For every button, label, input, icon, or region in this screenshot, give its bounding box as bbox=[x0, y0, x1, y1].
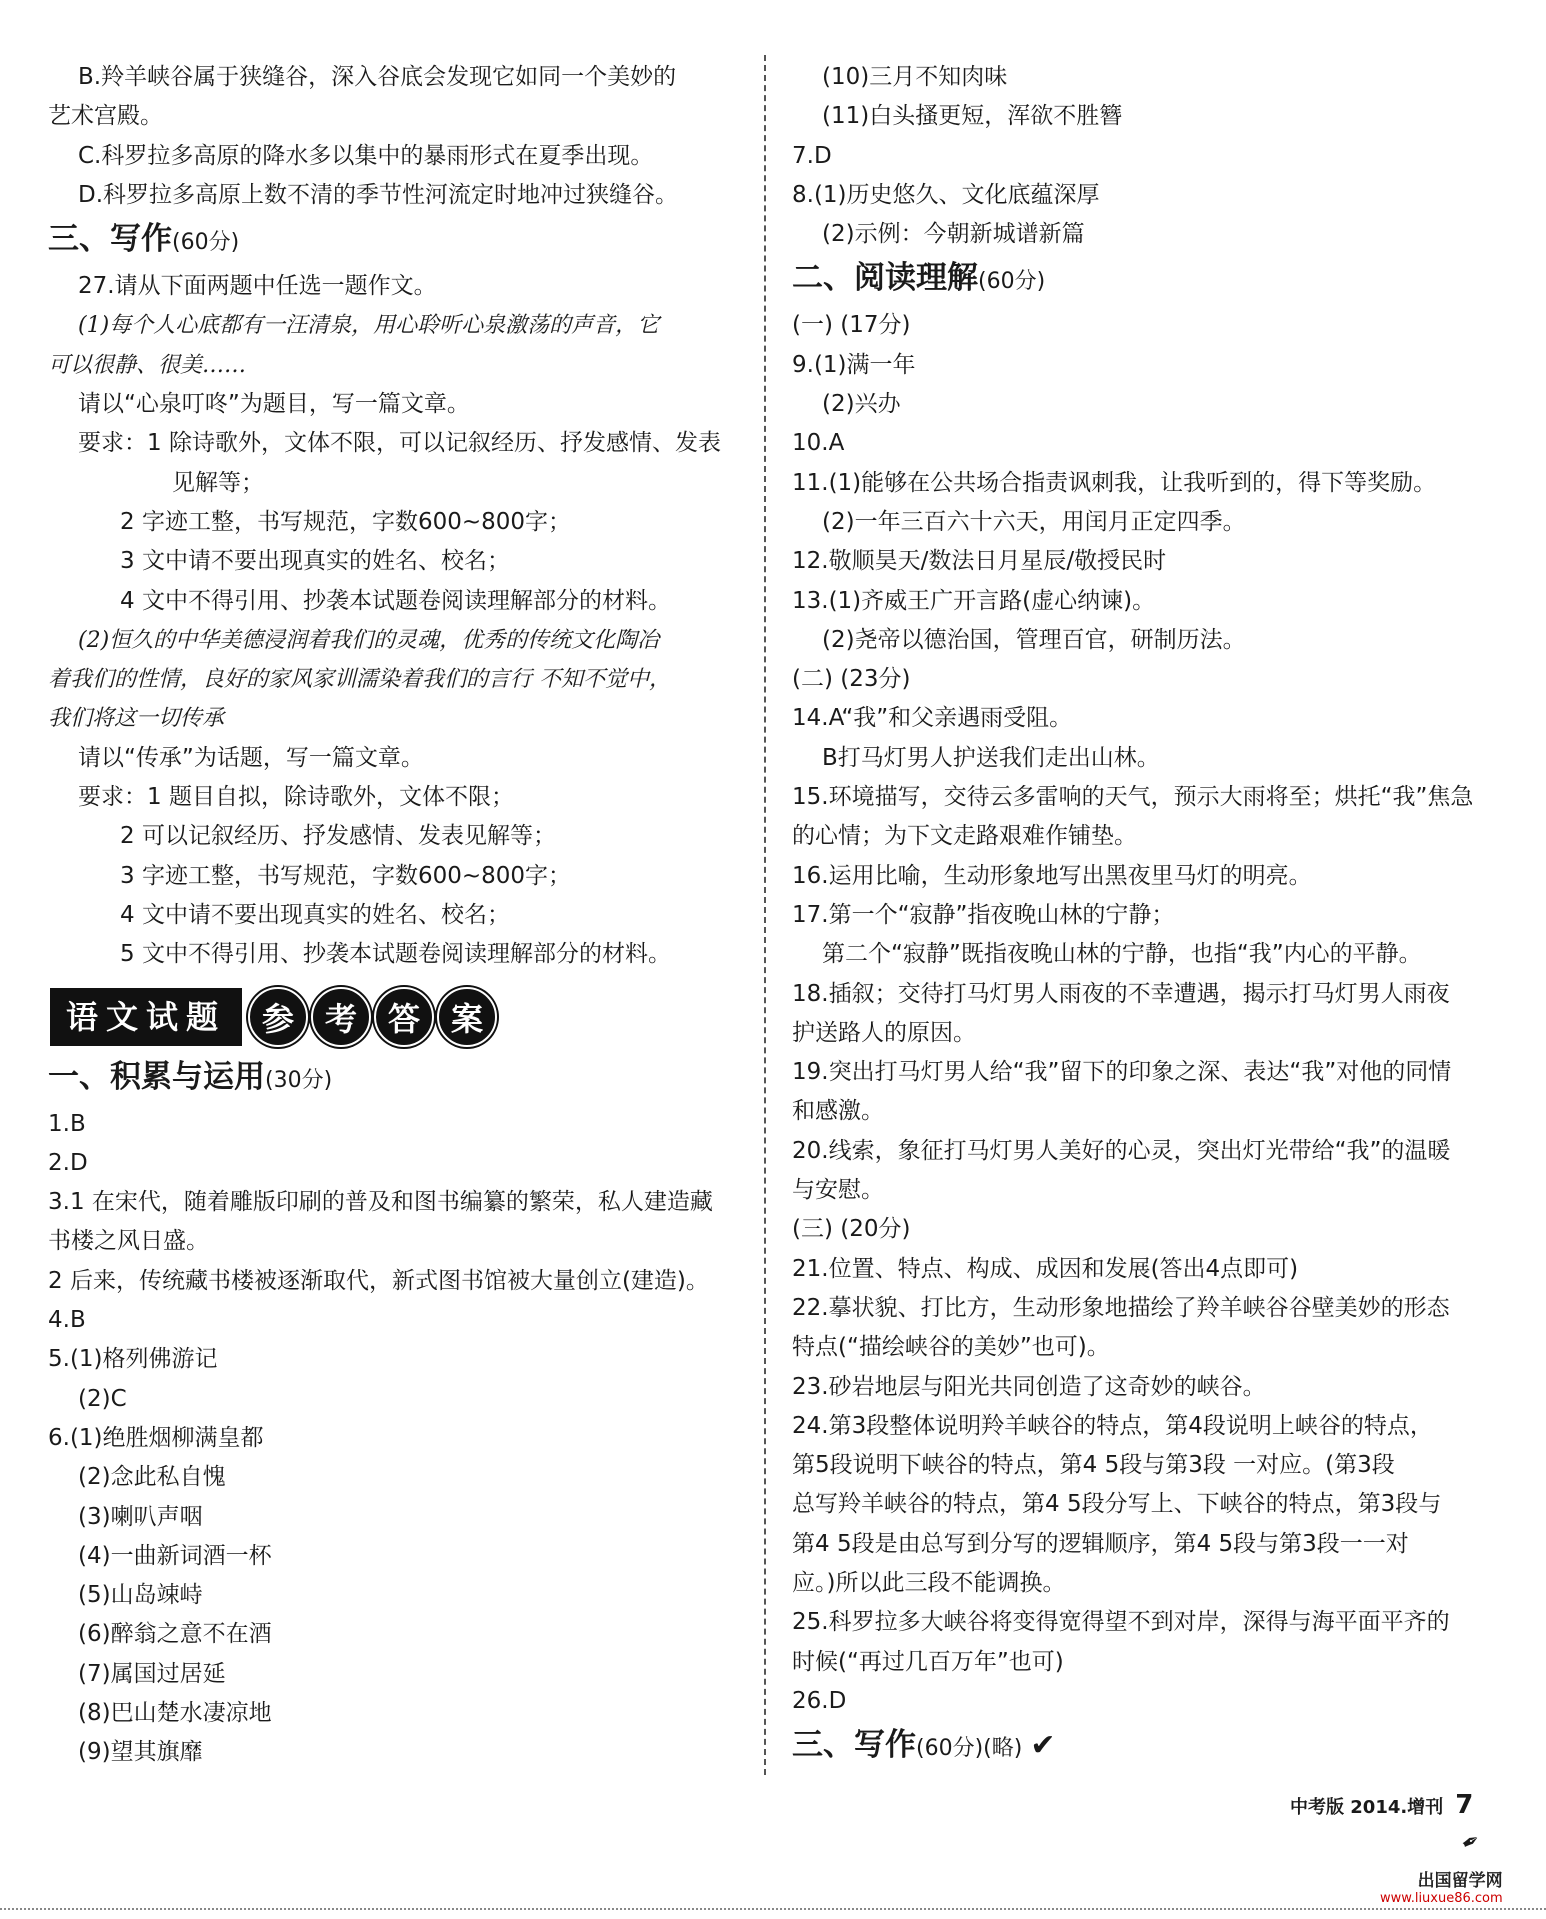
option-b-line2: 艺术宫殿。 bbox=[48, 103, 163, 130]
answer-line: (10)三月不知肉味 bbox=[822, 64, 1008, 90]
section1-points: (30分) bbox=[265, 1067, 333, 1093]
topic1-req-3: 3 文中请不要出现真实的姓名、校名； bbox=[120, 548, 510, 575]
answer-line: (2)念此私自愧 bbox=[78, 1464, 226, 1491]
answer-line: (2)一年三百六十六天，用闰月正定四季。 bbox=[822, 508, 1246, 535]
answer-line: 2.D bbox=[48, 1149, 88, 1176]
answer-line: (一) (17分) bbox=[792, 312, 911, 339]
answer-line: (2)兴办 bbox=[822, 391, 901, 418]
answer-line: (2)C bbox=[78, 1385, 127, 1412]
answer-line: (4)一曲新词酒一杯 bbox=[78, 1542, 272, 1569]
answer-line: 21.位置、特点、构成、成因和发展(答出4点即可) bbox=[792, 1255, 1299, 1282]
answer-line: 6.(1)绝胜烟柳满皇都 bbox=[48, 1424, 264, 1451]
answer-line: 26.D bbox=[792, 1687, 847, 1714]
watermark-url: www.liuxue86.com bbox=[1380, 1891, 1503, 1906]
answer-line: (3)喇叭声咽 bbox=[78, 1503, 203, 1530]
answer-line: 和感激。 bbox=[792, 1098, 884, 1125]
topic2-line2: 着我们的性情，良好的家风家训濡染着我们的言行 不知不觉中， bbox=[48, 667, 671, 693]
bottom-dotted-rule bbox=[0, 1908, 1546, 1910]
answer-line: 2 后来，传统藏书楼被逐渐取代，新式图书馆被大量创立(建造)。 bbox=[48, 1267, 709, 1294]
answer-line: 20.线索，象征打马灯男人美好的心灵，突出灯光带给“我”的温暖 bbox=[792, 1137, 1451, 1164]
banner-circles bbox=[248, 987, 500, 1047]
answer-line: 护送路人的原因。 bbox=[792, 1019, 976, 1046]
topic2-req-4: 4 文中请不要出现真实的姓名、校名； bbox=[120, 901, 510, 928]
answer-line: (9)望其旗靡 bbox=[78, 1739, 203, 1766]
pen-icon: ✒ bbox=[1456, 1827, 1486, 1858]
writing-section-heading bbox=[48, 217, 738, 265]
topic2-ask: 请以“传承”为话题，写一篇文章。 bbox=[78, 744, 424, 771]
section3-points: (60分)(略) bbox=[916, 1736, 1023, 1762]
answer-line: 应。)所以此三段不能调换。 bbox=[792, 1569, 1066, 1596]
answer-line: (二) (23分) bbox=[792, 666, 911, 693]
watermark bbox=[1380, 1866, 1503, 1906]
topic1-ask: 请以“心泉叮咚”为题目，写一篇文章。 bbox=[78, 391, 470, 418]
page-number: 7 bbox=[1455, 1790, 1474, 1820]
answer-line: 书楼之风日盛。 bbox=[48, 1228, 209, 1255]
writing-answer-heading bbox=[792, 1723, 1472, 1771]
answer-line: 25.科罗拉多大峡谷将变得宽得望不到对岸，深得与海平面平齐的 bbox=[792, 1609, 1450, 1636]
answer-key-banner bbox=[50, 987, 738, 1047]
banner-circle-char: 案 bbox=[437, 987, 497, 1047]
topic1-req-1: 要求：1 除诗歌外，文体不限，可以记叙经历、抒发感情、发表 bbox=[78, 430, 721, 457]
answer-line: 18.插叙；交待打马灯男人雨夜的不幸遭遇，揭示打马灯男人雨夜 bbox=[792, 980, 1450, 1007]
topic1-req-2: 2 字迹工整，书写规范，字数600~800字； bbox=[120, 508, 572, 535]
banner-circle-char: 参 bbox=[248, 987, 308, 1047]
answer-line: B打马灯男人护送我们走出山林。 bbox=[822, 744, 1160, 771]
topic2-line1: (2)恒久的中华美德浸润着我们的灵魂，优秀的传统文化陶冶 bbox=[78, 627, 660, 653]
answer-line: 23.砂岩地层与阳光共同创造了这奇妙的峡谷。 bbox=[792, 1373, 1266, 1400]
answer-line: (三) (20分) bbox=[792, 1216, 911, 1243]
answer-line: (7)属国过居延 bbox=[78, 1660, 226, 1687]
answer-line: (8)巴山楚水凄凉地 bbox=[78, 1699, 272, 1726]
page-footer bbox=[1290, 1790, 1473, 1820]
topic1-req-4: 4 文中不得引用、抄袭本试题卷阅读理解部分的材料。 bbox=[120, 587, 671, 614]
answer-line: 3.1 在宋代，随着雕版印刷的普及和图书编纂的繁荣，私人建造藏 bbox=[48, 1189, 713, 1216]
column-divider bbox=[764, 55, 766, 1775]
section3-title: 三、写作 bbox=[792, 1727, 916, 1764]
answer-line: 14.A“我”和父亲遇雨受阻。 bbox=[792, 705, 1073, 732]
accumulation-section-heading bbox=[48, 1055, 738, 1103]
topic2-req-2: 2 可以记叙经历、抒发感情、发表见解等； bbox=[120, 823, 556, 850]
question-27: 27.请从下面两题中任选一题作文。 bbox=[78, 273, 437, 300]
topic2-req-3: 3 字迹工整，书写规范，字数600~800字； bbox=[120, 862, 572, 889]
answer-line: (2)示例：今朝新城谱新篇 bbox=[822, 221, 1085, 248]
answer-line: 第二个“寂静”既指夜晚山林的宁静，也指“我”内心的平静。 bbox=[822, 941, 1422, 968]
answer-line: 11.(1)能够在公共场合指责讽刺我，让我听到的，得下等奖励。 bbox=[792, 469, 1437, 496]
answer-line: 9.(1)满一年 bbox=[792, 351, 916, 378]
answer-line: 12.敬顺昊天/数法日月星辰/敬授民时 bbox=[792, 548, 1167, 575]
section1-title: 一、积累与运用 bbox=[48, 1058, 265, 1095]
answer-line: 17.第一个“寂静”指夜晚山林的宁静； bbox=[792, 901, 1175, 928]
topic1-line2: 可以很静、很美…… bbox=[48, 352, 247, 378]
topic2-req-5: 5 文中不得引用、抄袭本试题卷阅读理解部分的材料。 bbox=[120, 941, 671, 968]
answer-line: 与安慰。 bbox=[792, 1177, 884, 1204]
banner-circle-char: 考 bbox=[311, 987, 371, 1047]
answer-line: 总写羚羊峡谷的特点，第4 5段分写上、下峡谷的特点，第3段与 bbox=[792, 1491, 1442, 1518]
topic1-req-1b: 见解等； bbox=[172, 469, 264, 496]
option-c: C.科罗拉多高原的降水多以集中的暴雨形式在夏季出现。 bbox=[78, 142, 654, 169]
answer-line: 22.摹状貌、打比方，生动形象地描绘了羚羊峡谷谷壁美妙的形态 bbox=[792, 1294, 1450, 1321]
answer-line: 特点(“描绘峡谷的美妙”也可)。 bbox=[792, 1334, 1110, 1361]
edition-label: 中考版 2014.增刊 bbox=[1290, 1797, 1444, 1818]
answer-line: (5)山岛竦峙 bbox=[78, 1582, 203, 1609]
answer-line: 24.第3段整体说明羚羊峡谷的特点，第4段说明上峡谷的特点， bbox=[792, 1412, 1433, 1439]
answer-line: 第5段说明下峡谷的特点，第4 5段与第3段 一对应。(第3段 bbox=[792, 1452, 1395, 1479]
writing-title: 三、写作 bbox=[48, 221, 172, 258]
answer-line: 5.(1)格列佛游记 bbox=[48, 1346, 218, 1373]
answer-line: 19.突出打马灯男人给“我”留下的印象之深、表达“我”对他的同情 bbox=[792, 1059, 1452, 1086]
answer-line: 15.环境描写，交待云多雷响的天气，预示大雨将至；烘托“我”焦急 bbox=[792, 784, 1474, 811]
checkmark-icon: ✔ bbox=[1030, 1728, 1056, 1764]
answer-line: 的心情；为下文走路艰难作铺垫。 bbox=[792, 823, 1137, 850]
answer-line: 16.运用比喻，生动形象地写出黑夜里马灯的明亮。 bbox=[792, 862, 1312, 889]
answer-line: 1.B bbox=[48, 1110, 86, 1137]
reading-section-heading bbox=[792, 256, 1472, 304]
answer-line: 第4 5段是由总写到分写的逻辑顺序，第4 5段与第3段一一对 bbox=[792, 1530, 1409, 1557]
topic1-line1: (1)每个人心底都有一汪清泉，用心聆听心泉激荡的声音，它 bbox=[78, 313, 660, 339]
answer-line: 10.A bbox=[792, 430, 845, 457]
answer-line: 7.D bbox=[792, 142, 832, 169]
option-b-line1: B.羚羊峡谷属于狭缝谷，深入谷底会发现它如同一个美妙的 bbox=[78, 64, 677, 90]
topic2-req-1: 要求：1 题目自拟，除诗歌外，文体不限； bbox=[78, 784, 514, 811]
topic2-line3: 我们将这一切传承 bbox=[48, 706, 225, 732]
answer-line: (6)醉翁之意不在酒 bbox=[78, 1621, 272, 1648]
answer-line: 时候(“再过几百万年”也可) bbox=[792, 1648, 1064, 1675]
section2-title: 二、阅读理解 bbox=[792, 260, 978, 297]
banner-circle-char: 答 bbox=[374, 987, 434, 1047]
left-column bbox=[48, 58, 738, 1773]
answer-line: (2)尧帝以德治国，管理百官，研制历法。 bbox=[822, 626, 1246, 653]
section2-points: (60分) bbox=[978, 269, 1046, 295]
answer-line: 4.B bbox=[48, 1307, 86, 1334]
option-d: D.科罗拉多高原上数不清的季节性河流定时地冲过狭缝谷。 bbox=[78, 181, 679, 208]
answer-line: 8.(1)历史悠久、文化底蕴深厚 bbox=[792, 181, 1100, 208]
answer-line: (11)白头搔更短，浑欲不胜簪 bbox=[822, 103, 1123, 130]
writing-points: (60分) bbox=[172, 230, 240, 256]
watermark-title: 出国留学网 bbox=[1417, 1871, 1503, 1891]
banner-title: 语文试题 bbox=[50, 988, 242, 1046]
right-column bbox=[792, 58, 1472, 1773]
answer-line: 13.(1)齐威王广开言路(虚心纳谏)。 bbox=[792, 587, 1156, 614]
